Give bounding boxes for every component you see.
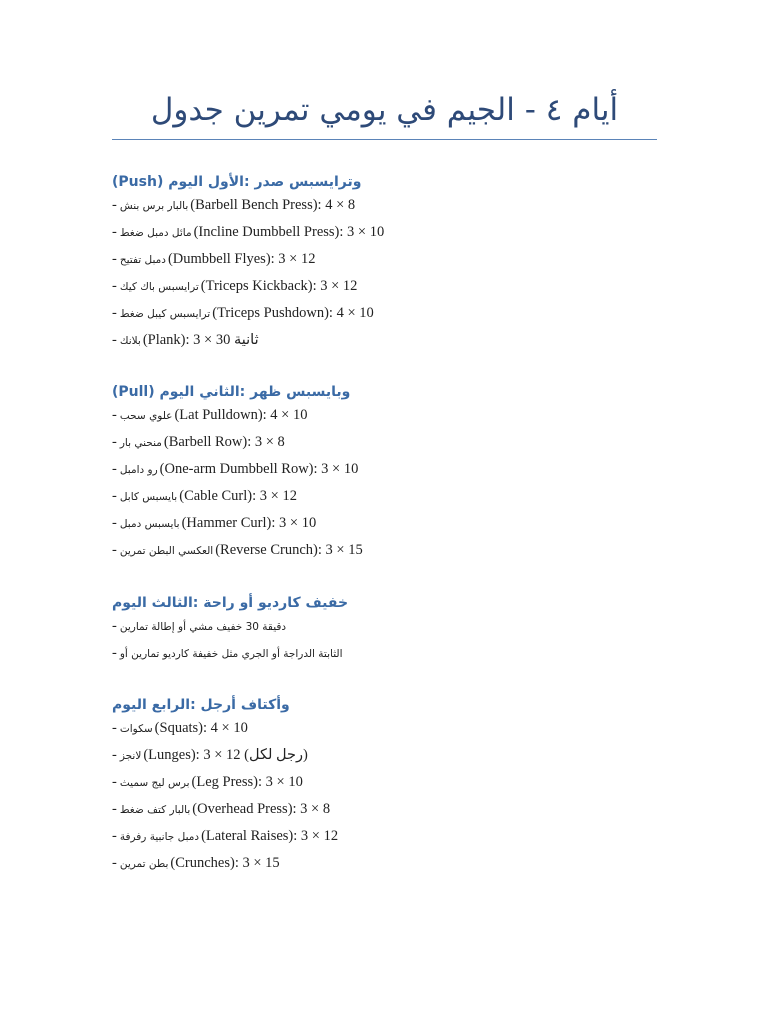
list-item: - دمبل تفتيح (Dumbbell Flyes): 3 × 12 (112, 251, 316, 267)
list-item: - ترايسبس كيبل ضغط (Triceps Pushdown): 4 × 10 (112, 305, 374, 321)
list-item: - بلانك (Plank): 3 × 30 ثانية (112, 332, 259, 348)
list-item: - بالبار برس بنش (Barbell Bench Press): 4 × 8 (112, 197, 356, 213)
document-title: أيام ٤ - الجيم في يومي تمرين جدول (150, 92, 619, 128)
list-item: - رو دامبل (One-arm Dumbbell Row): 3 × 10 (112, 461, 359, 477)
list-item: - دقيقة 30 خفيف مشي أو إطالة تمارين (112, 618, 287, 634)
list-item: - سكوات (Squats): 4 × 10 (112, 720, 248, 736)
list-item: - دمبل جانبية رفرفة (Lateral Raises): 3 × 12 (112, 828, 339, 844)
list-item: - بالبار كتف ضغط (Overhead Press): 3 × 8 (112, 801, 331, 817)
day-3-heading: خفيف كارديو أو راحة :الثالث اليوم (112, 595, 349, 611)
day-1-heading: وترايسبس صدر :الأول اليوم (Push) (112, 174, 362, 190)
list-item: - الثابتة الدراجة أو الجري مثل خفيفة كارديو تمارين أو (112, 645, 343, 661)
list-item: - العكسي البطن تمرين (Reverse Crunch): 3 × 15 (112, 542, 363, 558)
list-item: - منحني بار (Barbell Row): 3 × 8 (112, 434, 285, 450)
list-item: - بايسبس كابل (Cable Curl): 3 × 12 (112, 488, 297, 504)
day-1-section (112, 172, 657, 354)
list-item: - بايسبس دمبل (Hammer Curl): 3 × 10 (112, 515, 317, 531)
list-item: - بطن تمرين (Crunches): 3 × 15 (112, 855, 280, 871)
list-item: - لانجز (Lunges): 3 × 12 (رجل لكل) (112, 747, 308, 763)
day-3-section (112, 593, 657, 667)
day-2-heading: وبايسبس ظهر :الثاني اليوم (Pull) (112, 384, 351, 400)
list-item: - علوي سحب (Lat Pulldown): 4 × 10 (112, 407, 308, 423)
list-item: - مائل دمبل ضغط (Incline Dumbbell Press): 3 × 10 (112, 224, 385, 240)
day-4-section (112, 695, 657, 877)
day-4-heading: وأكتاف أرجل :الرابع اليوم (112, 697, 290, 713)
list-item: - برس ليج سميث (Leg Press): 3 × 10 (112, 774, 303, 790)
title-underline (112, 139, 657, 140)
day-2-section (112, 382, 657, 564)
list-item: - ترايسبس باك كيك (Triceps Kickback): 3 × 12 (112, 278, 358, 294)
